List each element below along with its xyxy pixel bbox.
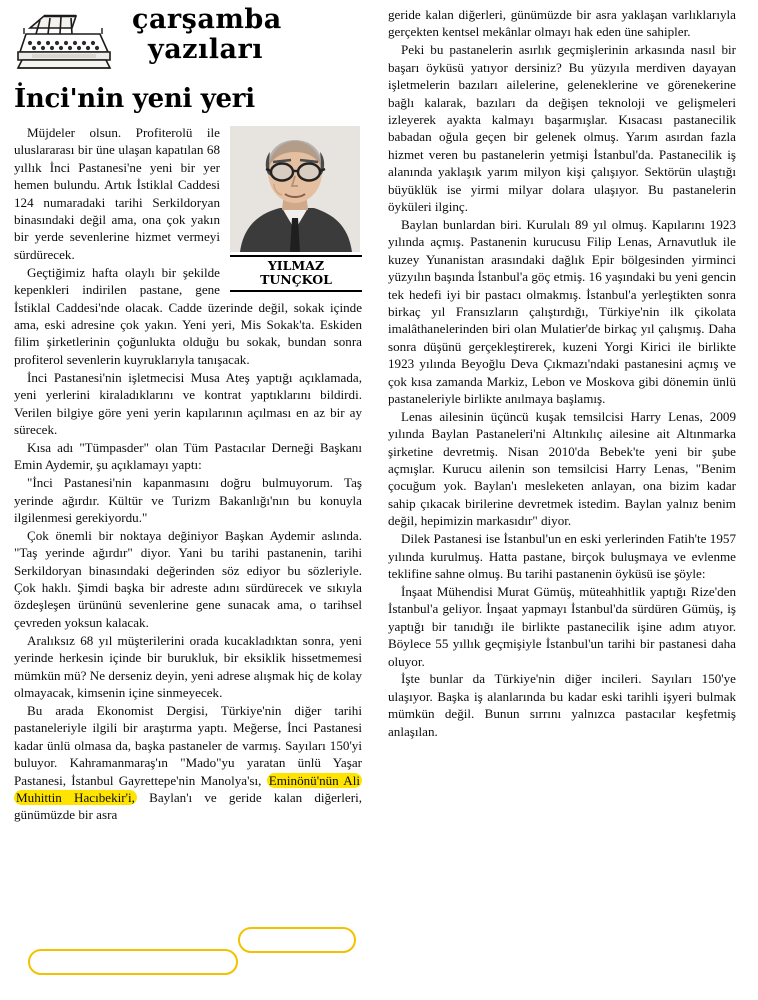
typewriter-icon xyxy=(14,8,118,74)
paragraph: Geçtiğimiz hafta olaylı bir şekilde kepenkleri indirilen pastane, gene İstiklal Caddesi'nde olacak. Cadde üzerinde değil, sokak içinde ama, eski adresine çok yakın. Yeni yeri, Mis Sokak'ta. Eskiden filim şirketlerinin çoğunlukta olduğu bu sokak, bundan sonra profiterol sevenlerin kuyruklarıyla tanışacak. xyxy=(14,264,362,367)
article-columns xyxy=(14,6,748,996)
masthead xyxy=(14,6,362,78)
byline-name xyxy=(230,255,362,292)
paragraph: Dilek Pastanesi ise İstanbul'un en eski yerlerinden Fatih'te 1957 yılında kurulmuş. Hatta pastane, birçok buluşmaya ve evlenme teklifine sahne olmuş. Bu tarihi pastanenin öyküsü ise şöyle: xyxy=(388,531,736,581)
text-highlight: Eminönü'nün Ali Muhittin Hacıbekir'i, xyxy=(16,772,360,805)
paragraph: Kısa adı "Tümpasder" olan Tüm Pastacılar Derneği Başkanı Emin Aydemir, şu açıklamayı yaptı: xyxy=(14,439,362,473)
byline-block xyxy=(230,126,362,292)
byline-first-name: YILMAZ xyxy=(267,258,325,273)
right-column xyxy=(386,6,736,996)
paragraph: Lenas ailesinin üçüncü kuşak temsilcisi Harry Lenas, 2009 yılında Baylan Pastaneleri'ni Altınkılıç ailesine ait Altınmarka şirketine devretmiş. Nisan 2010'da Bebek'te yeni bir şube açmışlar. Kurucu ailenin son temsilcisi Harry Lenas, "Benim çocuğum yok. Baylan'ı mesleketen anlayan, ona bizim kadar sahip çıkacak birilerine devretmek istedim. Baylan yalnız benim değil, hepimizin markasıdır" diyor. xyxy=(388,408,736,529)
avatar xyxy=(230,126,360,252)
paragraph: Aralıksız 68 yıl müşterilerini orada kucakladıktan sonra, yeni yerinde herkesin içinde bir burukluk, bir eksiklik hissetmemesi mümkün mü? Ne derseniz deyin, yeni adrese alışmak hiç de kolay olmayacak, kimsenin içine sinmeyecek. xyxy=(14,632,362,700)
paragraph-quote: "İnci Pastanesi'nin kapanmasını doğru bulmuyorum. Taş yerinde ağırdır. Kültür ve Turizm Bakanlığı'nın bu konuyla ilgilenmesi gerekiyordu." xyxy=(14,475,362,525)
paragraph: Baylan bunlardan biri. Kurulalı 89 yıl olmuş. Kapılarını 1923 yılında açmış. Pastanenin kurucusu Filip Lenas, Arnavutluk ile kuzey Yunanistan arasındaki dağlık Epir bölgesinden yirminci yüzyılın başında İstanbul'a göç etmiş. 16 yaşındaki bu yeni gencin tek hedefi iyi bir pastacı olmakmış. İstanbul'a yerleştikten sonra birkaç yıl Fransızların çalıştırdığı, Türkiye'nin ilk çikolata imalâthanelerinden biri olan Mulatier'de birkaç yıl çalışmış. Daha sonra düşünü gerçekleştirerek, kuzeni Yorgi Kirici ile birlikte 1923 yılında Beyoğlu Deva Çıkmazı'ndaki pastanesini açmış ve çok kısa zamanda Markiz, Lebon ve Moskova gibi dönemin ünlü pastaneleriyle birlikte anılmaya başlamış. xyxy=(388,216,736,406)
paragraph: İnşaat Mühendisi Murat Gümüş, müteahhitlik yaptığı Rize'den İstanbul'a geliyor. İnşaat yapmayı İstanbul'da sürdüren Gümüş, iş yaptığı bir tanıdığı ile birlikte pastanecilik işine adım atıyor. Böylece 55 yıllık geçmişiyle İstanbul'un tarihi bir pastanesi daha oluyor. xyxy=(388,583,736,669)
masthead-word-carsamba: çarşamba xyxy=(132,4,282,35)
paragraph-text: Bu arada Ekonomist Dergisi, Türkiye'nin diğer tarihi pastaneleriyle ilgili bir araştırma yaptı. Meğerse, İnci Pastanesi kadar ünlü olmasa da, başka pastaneler de varmış. Sayıları 150'yi buluyor. Kahramanmaraş'ın "Mado"yu yaratan ünlü Yaşar Pastanesi, İstanbul Gayrettepe'nin Manolya'sı, Eminönü'nün Ali Muhittin Hacıbekir'i, Baylan'ı ve geride kalan diğerleri, günümüzde bir asra xyxy=(14,702,362,823)
paragraph-highlighted xyxy=(14,702,362,824)
masthead-word-yazilari: yazıları xyxy=(148,34,264,65)
byline-last-name: TUNÇKOL xyxy=(260,272,332,287)
paragraph: İşte bunlar da Türkiye'nin diğer incileri. Sayıları 150'ye ulaşıyor. Başka iş alanlarında bu kadar eski tarihli işyeri bulmak mümkün değil. Bunun sırrını yalnızca pastacılar keşfetmiş anlaşılan. xyxy=(388,671,736,739)
highlight-annotation xyxy=(28,949,238,975)
left-column xyxy=(14,6,364,996)
paragraph: geride kalan diğerleri, günümüzde bir asra yaklaşan varlıklarıyla gerçekten kentsel mekânlar olmayı hak eden üne sahipler. xyxy=(388,7,736,40)
highlight-annotation xyxy=(238,927,356,953)
paragraph: Çok önemli bir noktaya değiniyor Başkan Aydemir aslında. "Taş yerinde ağırdır" diyor. Yani bu tarihi pastanenin, tarihi Serkildoryan binasındaki değerinden söz ediyor bu sözleriyle. Çok haklı. Şimdi başka bir adreste adını sürdürecek ve sıkıyla özdeşleşen ürününü sevenlerine gene sunacak ama, o tarihsel çevreden yoksun kalacak. xyxy=(14,527,362,630)
paragraph: İnci Pastanesi'nin işletmecisi Musa Ateş yaptığı açıklamada, yeni yerlerini kiraladıklarını ve kontrat yaptıklarını bildirdi. Verilen bilgiye göre yeni yerin kapılarının açılması en az bir ay sürecek. xyxy=(14,369,362,437)
page-title: İnci'nin yeni yeri xyxy=(14,84,255,114)
masthead-wordmark xyxy=(118,6,282,63)
paragraph: Müjdeler olsun. Profiterolü ile uluslararası bir üne ulaşan kapatılan 68 yıllık İnci Pastanesi'ne yeni bir yer hemen bulundu. Artık İstiklal Caddesi 124 numaradaki tarihi Serkildoryan binasındaki değil ama, ona çok yakın bir yerde sevenlerine hizmet vermeyi sürdürecek. xyxy=(14,125,220,262)
paragraph: Peki bu pastanelerin asırlık geçmişlerinin arkasında nasıl bir başarı öyküsü yatıyor dersiniz? Bu yüzyıla merdiven dayayan işletmelerin bazıları ailelerine, geleneklerine ve görenekerine bağlı kalarak, bazıları da değişen teknoloji ve gelişmeleri izleyerek ayakta kalmayı başarmışlar. Kısacası pastanecilik babadan oğula geçen bir gelenek olmuş. Yarım asırdan fazla hizmet veren bu pastanelerin yetmişi İstanbul'da. Pastanecilik iş alanında yaklaşık yarım milyon kişi çalışıyor. Sektörün ulaştığı büyüklük ise yirmi milyar dolara ulaşıyor. Bu pastanelerin öyküleri ilginç. xyxy=(388,42,736,214)
